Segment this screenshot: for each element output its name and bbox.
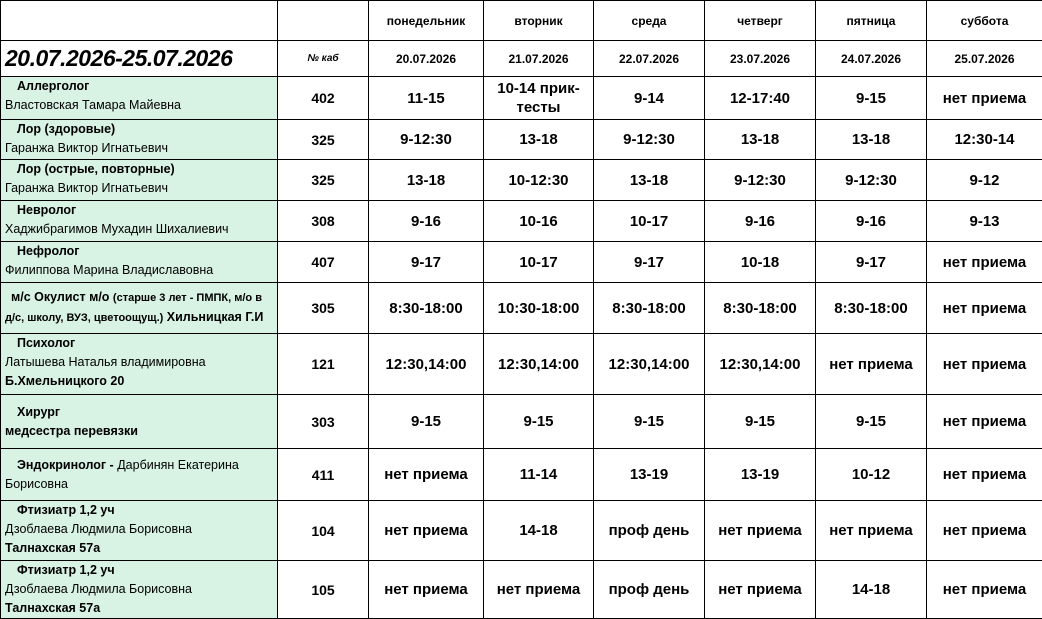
schedule-cell: нет приема (927, 449, 1042, 501)
table-row (1, 449, 1042, 501)
table-row (1, 160, 1042, 201)
schedule-cell: 10:30-18:00 (484, 283, 594, 334)
schedule-cell: 12:30-14 (927, 120, 1042, 160)
doctor-cell (1, 501, 278, 561)
doctor-name: медсестра перевязки (1, 422, 277, 441)
specialty-label: Невролог (1, 201, 277, 220)
schedule-cell: 8:30-18:00 (369, 283, 484, 334)
room-number: 407 (278, 242, 369, 283)
specialty-label: Фтизиатр 1,2 уч (1, 561, 277, 580)
schedule-cell: 14-18 (484, 501, 594, 561)
room-number: 411 (278, 449, 369, 501)
date-header: 25.07.2026 (927, 41, 1042, 77)
schedule-cell: нет приема (927, 242, 1042, 283)
referral-note: (старше 3 лет - ПМПК, м/о в (113, 292, 262, 304)
doctor-cell (1, 561, 278, 619)
schedule-cell: 13-18 (816, 120, 927, 160)
schedule-cell: 11-15 (369, 77, 484, 120)
doctor-name: Гаранжа Виктор Игнатьевич (1, 139, 277, 158)
schedule-cell: 13-18 (369, 160, 484, 201)
address-label: Б.Хмельницкого 20 (1, 372, 277, 391)
date-header: 23.07.2026 (705, 41, 816, 77)
date-header: 22.07.2026 (594, 41, 705, 77)
corner-cell (1, 1, 278, 41)
schedule-cell: 10-17 (594, 201, 705, 242)
corner-cell (278, 1, 369, 41)
room-number: 104 (278, 501, 369, 561)
schedule-cell: 9-12:30 (816, 160, 927, 201)
doctor-cell (1, 160, 278, 201)
schedule-cell: 13-18 (705, 120, 816, 160)
day-header: понедельник (369, 1, 484, 41)
schedule-cell: проф день (594, 501, 705, 561)
schedule-cell: 13-19 (705, 449, 816, 501)
schedule-cell: 8:30-18:00 (594, 283, 705, 334)
schedule-cell: проф день (594, 561, 705, 619)
schedule-cell: нет приема (369, 501, 484, 561)
room-number: 303 (278, 395, 369, 449)
schedule-cell: нет приема (369, 561, 484, 619)
specialty-label: Хирург (1, 403, 277, 422)
specialty-label: Аллерголог (1, 77, 277, 96)
doctor-name: Филиппова Марина Владиславовна (1, 261, 277, 280)
doctor-name: Хаджибрагимов Мухадин Шихалиевич (1, 220, 277, 239)
address-label: Талнахская 57а (1, 599, 277, 618)
doctor-name-inline: Дарбинян Екатерина (117, 458, 239, 472)
specialty-label: Психолог (1, 334, 277, 353)
doctor-cell (1, 201, 278, 242)
schedule-cell: 8:30-18:00 (816, 283, 927, 334)
table-row (1, 201, 1042, 242)
doctor-name: Властовская Тамара Майевна (1, 96, 277, 115)
doctor-cell (1, 283, 278, 334)
schedule-cell: 9-15 (816, 395, 927, 449)
specialty-label: Фтизиатр 1,2 уч (1, 501, 277, 520)
table-row (1, 334, 1042, 395)
date-range-title: 20.07.2026-25.07.2026 (1, 41, 278, 77)
schedule-cell: 13-18 (484, 120, 594, 160)
schedule-cell: нет приема (705, 561, 816, 619)
schedule-cell: 9-13 (927, 201, 1042, 242)
schedule-cell: нет приема (705, 501, 816, 561)
schedule-cell: 9-12:30 (705, 160, 816, 201)
schedule-cell: 12:30,14:00 (484, 334, 594, 395)
schedule-cell: нет приема (927, 561, 1042, 619)
doctor-name: Латышева Наталья владимировна (1, 353, 277, 372)
specialty-label: м/с Окулист м/о (старше 3 лет - ПМПК, м/о в (1, 288, 277, 308)
schedule-cell: 10-17 (484, 242, 594, 283)
schedule-cell: 9-15 (705, 395, 816, 449)
doctor-name: Борисовна (1, 475, 277, 494)
schedule-cell: 10-12:30 (484, 160, 594, 201)
specialty-label: Эндокринолог - Дарбинян Екатерина (1, 456, 277, 475)
schedule-cell: нет приема (484, 561, 594, 619)
day-header: вторник (484, 1, 594, 41)
schedule-cell: 10-18 (705, 242, 816, 283)
schedule-cell: 10-16 (484, 201, 594, 242)
schedule-cell: 12:30,14:00 (705, 334, 816, 395)
schedule-cell: 10-14 прик-тесты (484, 77, 594, 120)
schedule-cell: 10-12 (816, 449, 927, 501)
doctor-name: Дзоблаева Людмила Борисовна (1, 580, 277, 599)
schedule-cell: 13-19 (594, 449, 705, 501)
referral-note: д/с, школу, ВУЗ, цветоощущ.) (5, 312, 163, 324)
doctor-name: Гаранжа Виктор Игнатьевич (1, 179, 277, 198)
room-number: 105 (278, 561, 369, 619)
room-column-header: № каб (278, 41, 369, 77)
room-number: 402 (278, 77, 369, 120)
date-header: 20.07.2026 (369, 41, 484, 77)
schedule-cell: нет приема (927, 77, 1042, 120)
schedule-cell: 8:30-18:00 (705, 283, 816, 334)
schedule-cell: 9-12:30 (594, 120, 705, 160)
schedule-cell: нет приема (927, 395, 1042, 449)
schedule-cell: 9-15 (484, 395, 594, 449)
doctor-cell (1, 242, 278, 283)
schedule-cell: нет приема (927, 501, 1042, 561)
day-header: пятница (816, 1, 927, 41)
doctor-name: д/с, школу, ВУЗ, цветоощущ.) Хильницкая Г.И (1, 308, 277, 328)
schedule-cell: 9-16 (816, 201, 927, 242)
doctor-cell (1, 120, 278, 160)
room-number: 305 (278, 283, 369, 334)
room-number: 325 (278, 160, 369, 201)
table-row (1, 242, 1042, 283)
room-number: 121 (278, 334, 369, 395)
schedule-cell: 9-16 (705, 201, 816, 242)
schedule-cell: нет приема (927, 334, 1042, 395)
schedule-cell: 9-14 (594, 77, 705, 120)
schedule-cell: 9-15 (369, 395, 484, 449)
schedule-cell: нет приема (927, 283, 1042, 334)
schedule-cell: 9-17 (594, 242, 705, 283)
day-header: суббота (927, 1, 1042, 41)
doctor-cell (1, 449, 278, 501)
table-row (1, 120, 1042, 160)
date-header: 21.07.2026 (484, 41, 594, 77)
room-number: 308 (278, 201, 369, 242)
schedule-cell: 12:30,14:00 (594, 334, 705, 395)
schedule-cell: 9-16 (369, 201, 484, 242)
doctor-cell (1, 77, 278, 120)
schedule-cell: 9-12:30 (369, 120, 484, 160)
schedule-cell: 14-18 (816, 561, 927, 619)
table-row (1, 77, 1042, 120)
schedule-cell: 9-17 (816, 242, 927, 283)
doctor-cell (1, 395, 278, 449)
specialty-label: Нефролог (1, 242, 277, 261)
day-header: среда (594, 1, 705, 41)
doctor-cell (1, 334, 278, 395)
schedule-cell: 12-17:40 (705, 77, 816, 120)
schedule-cell: 9-15 (816, 77, 927, 120)
schedule-cell: 9-15 (594, 395, 705, 449)
schedule-cell: 13-18 (594, 160, 705, 201)
table-row (1, 561, 1042, 619)
day-header: четверг (705, 1, 816, 41)
address-label: Талнахская 57а (1, 539, 277, 558)
table-row (1, 395, 1042, 449)
doctor-name: Дзоблаева Людмила Борисовна (1, 520, 277, 539)
schedule-cell: 12:30,14:00 (369, 334, 484, 395)
specialty-label: Лор (здоровые) (1, 120, 277, 139)
schedule-cell: 11-14 (484, 449, 594, 501)
schedule-cell: 9-17 (369, 242, 484, 283)
table-row (1, 501, 1042, 561)
specialty-label: Лор (острые, повторные) (1, 160, 277, 179)
schedule-cell: нет приема (816, 501, 927, 561)
room-number: 325 (278, 120, 369, 160)
table-row (1, 283, 1042, 334)
schedule-cell: 9-12 (927, 160, 1042, 201)
schedule-cell: нет приема (816, 334, 927, 395)
date-header: 24.07.2026 (816, 41, 927, 77)
schedule-cell: нет приема (369, 449, 484, 501)
